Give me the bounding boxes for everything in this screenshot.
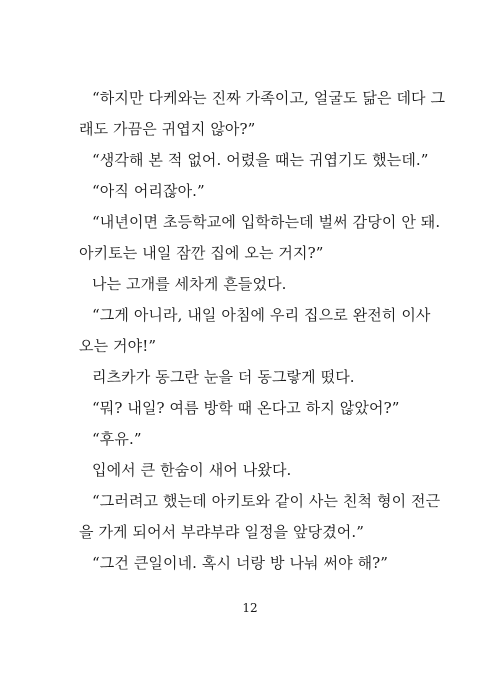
text-line: 나는 고개를 세차게 흔들었다.: [92, 275, 287, 293]
text-line: “그게 아니라, 내일 아침에 우리 집으로 완전히 이사: [92, 306, 431, 324]
page-number: 12: [242, 601, 258, 615]
text-line: “아직 어리잖아.”: [92, 182, 205, 200]
text-line: “생각해 본 적 없어. 어렸을 때는 귀엽기도 했는데.”: [92, 151, 429, 169]
text-line: 아키토는 내일 잠깐 집에 오는 거지?”: [79, 244, 324, 262]
text-line: 리츠카가 동그란 눈을 더 동그랗게 떴다.: [92, 368, 355, 386]
text-line: 오는 거야!”: [79, 337, 157, 355]
text-line: “그건 큰일이네. 혹시 너랑 방 나눠 써야 해?”: [92, 554, 389, 572]
text-line: 래도 가끔은 귀엽지 않아?”: [79, 120, 256, 138]
text-line: “내년이면 초등학교에 입학하는데 벌써 감당이 안 돼.: [92, 213, 441, 231]
text-line: “그러려고 했는데 아키토와 같이 사는 친척 형이 전근: [92, 492, 441, 510]
text-line: “후유.”: [92, 430, 142, 448]
text-line: “하지만 다케와는 진짜 가족이고, 얼굴도 닮은 데다 그: [92, 89, 446, 107]
text-line: 입에서 큰 한숨이 새어 나왔다.: [92, 461, 292, 479]
text-line: 을 가게 되어서 부랴부랴 일정을 앞당겼어.”: [79, 523, 365, 541]
text-line: “뭐? 내일? 여름 방학 때 온다고 하지 않았어?”: [92, 399, 400, 417]
